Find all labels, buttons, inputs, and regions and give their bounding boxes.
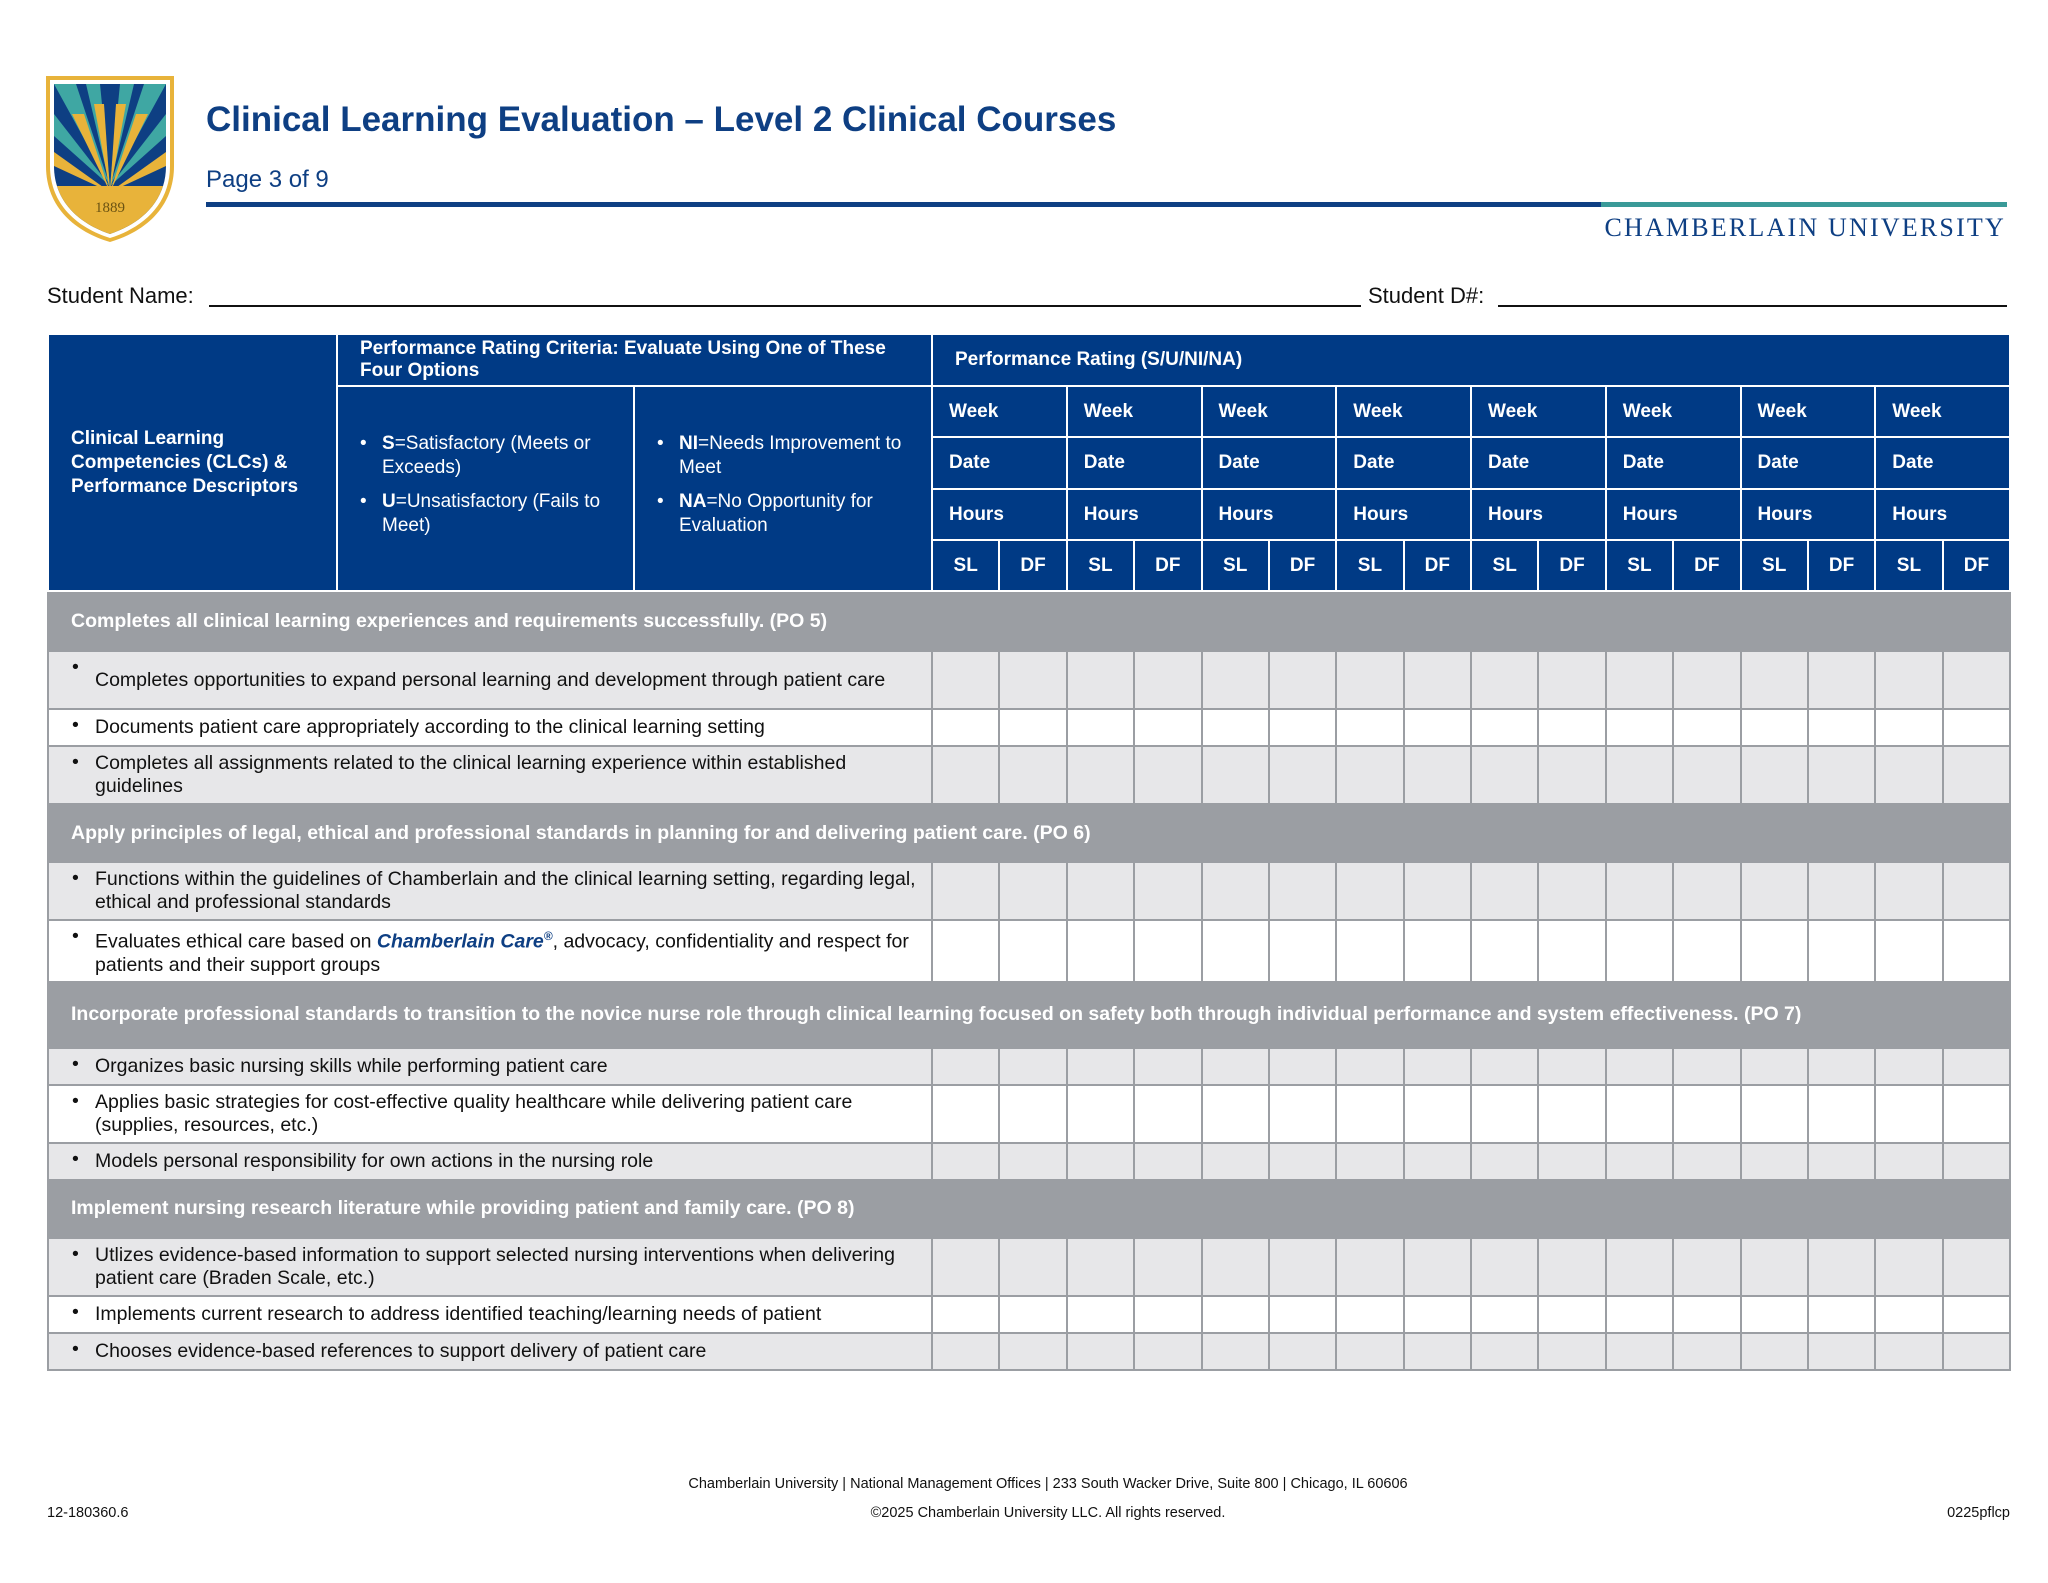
rating-cell-df[interactable]	[1404, 1143, 1471, 1180]
student-id-field[interactable]	[1498, 305, 2007, 307]
competency-row	[48, 1238, 2010, 1296]
rating-cell-df[interactable]	[1943, 862, 2011, 920]
rating-cell-sl[interactable]	[1336, 709, 1403, 746]
sl-header: SL	[1202, 540, 1269, 591]
competency-descriptor: • Utlizes evidence-based information to support selected nursing interventions when delivering patient care (Braden Scale, etc.)	[48, 1238, 932, 1296]
rating-cell-df[interactable]	[1538, 1143, 1605, 1180]
sl-header: SL	[1336, 540, 1403, 591]
rating-cell-df[interactable]	[1404, 920, 1471, 982]
sl-header: SL	[1741, 540, 1808, 591]
rating-cell-df[interactable]	[1269, 920, 1336, 982]
hours-cell[interactable]: Hours	[1067, 489, 1202, 540]
rating-cell-df[interactable]	[1404, 862, 1471, 920]
df-header: DF	[1808, 540, 1875, 591]
rating-cell-df[interactable]	[1943, 709, 2011, 746]
rating-cell-sl[interactable]	[1875, 746, 1942, 804]
rating-cell-df[interactable]	[1808, 1333, 1875, 1370]
rating-cell-df[interactable]	[1269, 1143, 1336, 1180]
rating-cell-sl[interactable]	[1471, 920, 1538, 982]
rating-cell-sl[interactable]	[1471, 1048, 1538, 1085]
rating-cell-sl[interactable]	[1875, 709, 1942, 746]
rating-cell-df[interactable]	[1269, 1238, 1336, 1296]
sl-header: SL	[932, 540, 999, 591]
rating-cell-df[interactable]	[1943, 1238, 2011, 1296]
rating-cell-sl[interactable]	[1606, 920, 1673, 982]
competency-row	[48, 862, 2010, 920]
df-header: DF	[1943, 540, 2011, 591]
rating-cell-sl[interactable]	[1741, 746, 1808, 804]
rating-cell-df[interactable]	[1269, 1333, 1336, 1370]
criteria-code: S	[382, 432, 395, 454]
rating-cell-df[interactable]	[1134, 1085, 1201, 1143]
rating-cell-sl[interactable]	[1202, 709, 1269, 746]
date-cell[interactable]: Date	[1202, 437, 1337, 489]
df-header: DF	[1269, 540, 1336, 591]
footer-code: 0225pflcp	[1947, 1505, 2010, 1521]
rating-cell-sl[interactable]	[1336, 1238, 1403, 1296]
section-row	[48, 591, 2010, 651]
df-header: DF	[999, 540, 1066, 591]
clc-header: Clinical Learning Competencies (CLCs) & Performance Descriptors	[48, 334, 337, 591]
date-cell[interactable]: Date	[1067, 437, 1202, 489]
rating-cell-df[interactable]	[1673, 1333, 1740, 1370]
rating-cell-df[interactable]	[999, 1085, 1066, 1143]
rating-cell-df[interactable]	[1673, 1143, 1740, 1180]
hours-cell[interactable]: Hours	[1202, 489, 1337, 540]
rating-cell-df[interactable]	[1134, 651, 1201, 709]
rating-cell-df[interactable]	[1134, 920, 1201, 982]
crest-year: 1889	[95, 200, 125, 216]
hours-cell[interactable]: Hours	[1741, 489, 1876, 540]
date-cell[interactable]: Date	[1471, 437, 1606, 489]
rating-cell-df[interactable]	[1269, 1296, 1336, 1333]
chamberlain-care-brand: Chamberlain Care	[376, 930, 544, 953]
chamberlain-crest-logo	[42, 74, 178, 242]
rating-cell-df[interactable]	[1673, 920, 1740, 982]
criteria-option	[657, 432, 917, 480]
rating-cell-df[interactable]	[1538, 746, 1605, 804]
rating-cell-sl[interactable]	[1875, 1238, 1942, 1296]
rating-cell-sl[interactable]	[932, 1238, 999, 1296]
competency-descriptor: • Organizes basic nursing skills while performing patient care	[48, 1048, 932, 1085]
rating-cell-df[interactable]	[1404, 1085, 1471, 1143]
criteria-option	[360, 490, 619, 538]
rating-cell-df[interactable]	[999, 709, 1066, 746]
section-title: Completes all clinical learning experiences and requirements successfully. (PO 5)	[48, 591, 2010, 651]
rating-cell-sl[interactable]	[1741, 1085, 1808, 1143]
footer-form-number: 12-180360.6	[47, 1505, 129, 1521]
rating-cell-sl[interactable]	[1336, 651, 1403, 709]
rating-cell-sl[interactable]	[1067, 1143, 1134, 1180]
student-name-field[interactable]	[209, 305, 1361, 307]
competency-descriptor: • Functions within the guidelines of Chamberlain and the clinical learning setting, regarding legal, ethical and professional standards	[48, 862, 932, 920]
rating-cell-df[interactable]	[1404, 651, 1471, 709]
rating-cell-sl[interactable]	[1202, 862, 1269, 920]
rating-cell-df[interactable]	[1404, 1333, 1471, 1370]
rating-cell-sl[interactable]	[1606, 1296, 1673, 1333]
competency-row	[48, 1143, 2010, 1180]
date-cell[interactable]: Date	[1741, 437, 1876, 489]
competency-descriptor	[48, 920, 932, 982]
rating-cell-df[interactable]	[1134, 709, 1201, 746]
rating-cell-df[interactable]	[1134, 1296, 1201, 1333]
competency-row	[48, 1296, 2010, 1333]
rating-cell-df[interactable]	[1943, 920, 2011, 982]
rating-cell-df[interactable]	[1943, 1296, 2011, 1333]
rating-cell-df[interactable]	[1943, 651, 2011, 709]
rating-cell-df[interactable]	[1134, 862, 1201, 920]
rating-cell-sl[interactable]	[1067, 651, 1134, 709]
footer-address: Chamberlain University | National Management Offices | 233 South Wacker Drive, Suite 800 | Chicago, IL 60606	[688, 1476, 1408, 1492]
competency-descriptor: • Applies basic strategies for cost-effective quality healthcare while delivering patient care (supplies, resources, etc.)	[48, 1085, 932, 1143]
rating-cell-sl[interactable]	[1471, 1085, 1538, 1143]
criteria-option	[360, 432, 619, 480]
date-cell[interactable]: Date	[1336, 437, 1471, 489]
rating-cell-sl[interactable]	[1336, 1296, 1403, 1333]
hours-cell[interactable]: Hours	[1336, 489, 1471, 540]
rating-cell-df[interactable]	[1808, 1085, 1875, 1143]
rating-cell-sl[interactable]	[932, 920, 999, 982]
criteria-text: =Unsatisfactory (Fails to Meet)	[382, 490, 601, 536]
competency-descriptor: • Completes all assignments related to the clinical learning experience within established guidelines	[48, 746, 932, 804]
rating-cell-df[interactable]	[1134, 1333, 1201, 1370]
rating-cell-df[interactable]	[1269, 651, 1336, 709]
rating-cell-sl[interactable]	[1741, 1048, 1808, 1085]
rating-cell-sl[interactable]	[1875, 862, 1942, 920]
competency-descriptor: • Models personal responsibility for own actions in the nursing role	[48, 1143, 932, 1180]
rating-cell-sl[interactable]	[1741, 920, 1808, 982]
rating-cell-df[interactable]	[1538, 1048, 1605, 1085]
rating-cell-df[interactable]	[999, 1143, 1066, 1180]
rating-cell-sl[interactable]	[1202, 746, 1269, 804]
rating-cell-sl[interactable]	[1741, 1143, 1808, 1180]
rating-cell-df[interactable]	[1943, 1048, 2011, 1085]
rating-cell-sl[interactable]	[1202, 1238, 1269, 1296]
hours-cell[interactable]: Hours	[1471, 489, 1606, 540]
rating-cell-df[interactable]	[1808, 1238, 1875, 1296]
hours-cell[interactable]: Hours	[932, 489, 1067, 540]
university-wordmark: CHAMBERLAIN UNIVERSITY	[1604, 213, 2006, 242]
date-cell[interactable]: Date	[1606, 437, 1741, 489]
rating-cell-sl[interactable]	[1471, 1143, 1538, 1180]
rating-cell-sl[interactable]	[932, 862, 999, 920]
rating-cell-sl[interactable]	[1067, 1333, 1134, 1370]
rating-cell-df[interactable]	[999, 746, 1066, 804]
criteria-header: Performance Rating Criteria: Evaluate Using One of These Four Options	[337, 334, 932, 386]
rating-cell-df[interactable]	[1538, 1333, 1605, 1370]
date-cell[interactable]: Date	[932, 437, 1067, 489]
rating-cell-df[interactable]	[1808, 651, 1875, 709]
section-title: Incorporate professional standards to transition to the novice nurse role through clinical learning focused on safety both through individual performance and system effectiveness. (PO 7)	[48, 982, 2010, 1048]
rating-cell-sl[interactable]	[1741, 651, 1808, 709]
rating-cell-sl[interactable]	[1202, 1048, 1269, 1085]
rating-cell-df[interactable]	[1404, 709, 1471, 746]
week-cell[interactable]: Week	[1471, 386, 1606, 437]
hours-cell[interactable]: Hours	[1875, 489, 2010, 540]
rating-cell-df[interactable]	[1269, 1085, 1336, 1143]
df-header: DF	[1404, 540, 1471, 591]
rating-cell-df[interactable]	[1538, 862, 1605, 920]
week-cell[interactable]: Week	[1875, 386, 2010, 437]
criteria-text: =No Opportunity for Evaluation	[679, 490, 873, 536]
hours-cell[interactable]: Hours	[1606, 489, 1741, 540]
sl-header: SL	[1606, 540, 1673, 591]
criteria-text: =Needs Improvement to Meet	[679, 432, 902, 478]
rating-cell-sl[interactable]	[1875, 1333, 1942, 1370]
competency-descriptor: • Documents patient care appropriately according to the clinical learning setting	[48, 709, 932, 746]
rating-cell-sl[interactable]	[1202, 1085, 1269, 1143]
rating-cell-sl[interactable]	[1471, 1296, 1538, 1333]
rating-cell-sl[interactable]	[1741, 862, 1808, 920]
rating-cell-sl[interactable]	[1606, 862, 1673, 920]
rating-cell-df[interactable]	[1673, 1296, 1740, 1333]
rating-cell-df[interactable]	[1673, 1238, 1740, 1296]
competency-row	[48, 1333, 2010, 1370]
rating-cell-df[interactable]	[1404, 1238, 1471, 1296]
footer-copyright: ©2025 Chamberlain University LLC. All rights reserved.	[870, 1505, 1226, 1521]
rating-cell-sl[interactable]	[1067, 746, 1134, 804]
rating-cell-df[interactable]	[1404, 1048, 1471, 1085]
week-cell[interactable]: Week	[1606, 386, 1741, 437]
rating-cell-df[interactable]	[1404, 1296, 1471, 1333]
rating-cell-df[interactable]	[1808, 1296, 1875, 1333]
rating-cell-sl[interactable]	[932, 1048, 999, 1085]
page-title: Clinical Learning Evaluation – Level 2 Clinical Courses	[206, 100, 1117, 139]
rating-cell-sl[interactable]	[1336, 1333, 1403, 1370]
rating-cell-df[interactable]	[1673, 651, 1740, 709]
rating-cell-sl[interactable]	[1606, 1143, 1673, 1180]
rating-cell-df[interactable]	[1538, 920, 1605, 982]
criteria-left	[337, 386, 634, 591]
rating-cell-sl[interactable]	[1606, 1048, 1673, 1085]
competency-row	[48, 920, 2010, 982]
rating-cell-sl[interactable]	[1741, 1238, 1808, 1296]
registered-mark: ®	[543, 929, 553, 943]
rating-cell-sl[interactable]	[932, 1333, 999, 1370]
section-row	[48, 982, 2010, 1048]
rating-cell-sl[interactable]	[1336, 1085, 1403, 1143]
rating-cell-sl[interactable]	[932, 1296, 999, 1333]
rating-cell-sl[interactable]	[1471, 651, 1538, 709]
rating-cell-df[interactable]	[1808, 1143, 1875, 1180]
rating-cell-df[interactable]	[1404, 746, 1471, 804]
section-row	[48, 1180, 2010, 1238]
header-rule-blue	[206, 202, 1601, 207]
rating-cell-df[interactable]	[1538, 709, 1605, 746]
df-header: DF	[1134, 540, 1201, 591]
rating-cell-df[interactable]	[1808, 862, 1875, 920]
rating-cell-sl[interactable]	[1606, 1085, 1673, 1143]
rating-cell-df[interactable]	[999, 1048, 1066, 1085]
rating-cell-sl[interactable]	[1067, 709, 1134, 746]
rating-cell-sl[interactable]	[932, 651, 999, 709]
rating-cell-df[interactable]	[1943, 746, 2011, 804]
competency-row	[48, 1048, 2010, 1085]
rating-cell-sl[interactable]	[1067, 862, 1134, 920]
rating-cell-sl[interactable]	[1202, 1333, 1269, 1370]
rating-cell-sl[interactable]	[1471, 746, 1538, 804]
rating-cell-df[interactable]	[1673, 862, 1740, 920]
rating-cell-df[interactable]	[1673, 1085, 1740, 1143]
rating-cell-sl[interactable]	[1471, 1238, 1538, 1296]
rating-cell-sl[interactable]	[1741, 709, 1808, 746]
rating-cell-sl[interactable]	[1067, 1085, 1134, 1143]
rating-cell-sl[interactable]	[1606, 746, 1673, 804]
rating-cell-df[interactable]	[1943, 1333, 2011, 1370]
rating-cell-df[interactable]	[1808, 746, 1875, 804]
week-cell[interactable]: Week	[1067, 386, 1202, 437]
header-rule-teal	[1601, 202, 2007, 207]
rating-cell-df[interactable]	[1134, 1143, 1201, 1180]
page-number: Page 3 of 9	[206, 166, 329, 193]
rating-cell-df[interactable]	[1943, 1143, 2011, 1180]
rating-cell-sl[interactable]	[1067, 1048, 1134, 1085]
criteria-text: =Satisfactory (Meets or Exceeds)	[382, 432, 591, 478]
rating-cell-sl[interactable]	[1875, 651, 1942, 709]
week-cell[interactable]: Week	[932, 386, 1067, 437]
criteria-code: NI	[679, 432, 698, 454]
rating-cell-sl[interactable]	[1067, 1238, 1134, 1296]
rating-cell-df[interactable]	[1673, 709, 1740, 746]
rating-cell-sl[interactable]	[1875, 1085, 1942, 1143]
rating-cell-sl[interactable]	[932, 1143, 999, 1180]
rating-cell-sl[interactable]	[1336, 1143, 1403, 1180]
competency-row	[48, 651, 2010, 709]
rating-cell-sl[interactable]	[1336, 746, 1403, 804]
rating-cell-df[interactable]	[1538, 1238, 1605, 1296]
rating-cell-df[interactable]	[1269, 862, 1336, 920]
sl-header: SL	[1875, 540, 1942, 591]
df-header: DF	[1673, 540, 1740, 591]
rating-cell-sl[interactable]	[1471, 709, 1538, 746]
rating-cell-sl[interactable]	[1875, 1143, 1942, 1180]
rating-cell-df[interactable]	[1269, 746, 1336, 804]
competency-descriptor: • Completes opportunities to expand personal learning and development through patient care	[48, 651, 932, 709]
rating-cell-sl[interactable]	[932, 746, 999, 804]
rating-cell-df[interactable]	[999, 1333, 1066, 1370]
sl-header: SL	[1067, 540, 1134, 591]
rating-cell-sl[interactable]	[932, 709, 999, 746]
rating-cell-sl[interactable]	[1202, 920, 1269, 982]
week-cell[interactable]: Week	[1336, 386, 1471, 437]
rating-cell-sl[interactable]	[1606, 1238, 1673, 1296]
rating-cell-sl[interactable]	[1202, 1143, 1269, 1180]
descriptor-text: , advocacy, confidentiality and respect for patients and their support groups	[95, 930, 909, 976]
descriptor-text: Evaluates ethical care based on	[95, 930, 377, 953]
df-header: DF	[1538, 540, 1605, 591]
section-row	[48, 804, 2010, 862]
rating-cell-sl[interactable]	[1202, 651, 1269, 709]
rating-cell-sl[interactable]	[932, 1085, 999, 1143]
rating-cell-df[interactable]	[999, 1238, 1066, 1296]
rating-cell-df[interactable]	[999, 651, 1066, 709]
rating-cell-sl[interactable]	[1067, 920, 1134, 982]
rating-cell-sl[interactable]	[1606, 1333, 1673, 1370]
rating-cell-sl[interactable]	[1471, 862, 1538, 920]
rating-cell-df[interactable]	[1269, 709, 1336, 746]
date-cell[interactable]: Date	[1875, 437, 2010, 489]
rating-cell-sl[interactable]	[1336, 920, 1403, 982]
criteria-option	[657, 490, 917, 538]
section-title: Apply principles of legal, ethical and professional standards in planning for and delivering patient care. (PO 6)	[48, 804, 2010, 862]
competency-descriptor: • Implements current research to address identified teaching/learning needs of patient	[48, 1296, 932, 1333]
rating-cell-df[interactable]	[999, 862, 1066, 920]
student-id-label: Student D#:	[1368, 283, 1485, 308]
rating-cell-sl[interactable]	[1606, 651, 1673, 709]
rating-cell-sl[interactable]	[1741, 1333, 1808, 1370]
rating-cell-sl[interactable]	[1741, 1296, 1808, 1333]
section-title: Implement nursing research literature while providing patient and family care. (PO 8)	[48, 1180, 2010, 1238]
evaluation-table	[47, 333, 2011, 1371]
rating-header: Performance Rating (S/U/NI/NA)	[932, 334, 2010, 386]
criteria-code: U	[382, 490, 396, 512]
rating-cell-df[interactable]	[1134, 746, 1201, 804]
rating-cell-df[interactable]	[1808, 920, 1875, 982]
rating-cell-sl[interactable]	[1336, 862, 1403, 920]
rating-cell-df[interactable]	[1673, 746, 1740, 804]
competency-row	[48, 746, 2010, 804]
rating-cell-df[interactable]	[1269, 1048, 1336, 1085]
rating-cell-df[interactable]	[1943, 1085, 2011, 1143]
rating-cell-sl[interactable]	[1471, 1333, 1538, 1370]
rating-cell-df[interactable]	[1134, 1048, 1201, 1085]
rating-cell-sl[interactable]	[1067, 1296, 1134, 1333]
week-cell[interactable]: Week	[1202, 386, 1337, 437]
rating-cell-df[interactable]	[1673, 1048, 1740, 1085]
rating-cell-sl[interactable]	[1875, 1048, 1942, 1085]
competency-row	[48, 1085, 2010, 1143]
rating-cell-df[interactable]	[1134, 1238, 1201, 1296]
rating-cell-sl[interactable]	[1336, 1048, 1403, 1085]
rating-cell-df[interactable]	[1538, 1085, 1605, 1143]
sl-header: SL	[1471, 540, 1538, 591]
rating-cell-df[interactable]	[1808, 709, 1875, 746]
rating-cell-sl[interactable]	[1875, 1296, 1942, 1333]
criteria-code: NA	[679, 490, 707, 512]
week-cell[interactable]: Week	[1741, 386, 1876, 437]
rating-cell-sl[interactable]	[1875, 920, 1942, 982]
rating-cell-sl[interactable]	[1202, 1296, 1269, 1333]
criteria-right	[634, 386, 932, 591]
rating-cell-sl[interactable]	[1606, 709, 1673, 746]
rating-cell-df[interactable]	[999, 920, 1066, 982]
competency-descriptor: • Chooses evidence-based references to support delivery of patient care	[48, 1333, 932, 1370]
rating-cell-df[interactable]	[1538, 651, 1605, 709]
rating-cell-df[interactable]	[1808, 1048, 1875, 1085]
competency-row	[48, 709, 2010, 746]
rating-cell-df[interactable]	[999, 1296, 1066, 1333]
student-name-label: Student Name:	[47, 283, 194, 308]
rating-cell-df[interactable]	[1538, 1296, 1605, 1333]
